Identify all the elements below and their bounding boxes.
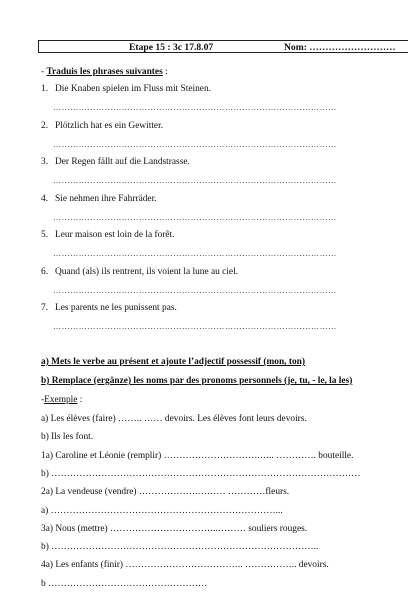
sentence-text: Leur maison est loin de la forêt. xyxy=(55,230,175,240)
answer-dotline[interactable]: ……………………………………………………………………………………… xyxy=(53,176,337,185)
heading-dash: - xyxy=(41,67,47,77)
answer-dotline[interactable]: ……………………………………………………………………………………… xyxy=(53,249,337,258)
exemple-label xyxy=(41,395,82,406)
heading-colon: : xyxy=(162,67,168,77)
exercise-line: 2a) La vendeuse (vendre) ……………….……… …………fleurs. xyxy=(41,487,290,498)
instruction-b-text: Remplace (ergänze) les noms par des pronoms personnels (je, tu, - le, la les) xyxy=(51,376,353,386)
instruction-a-text: Mets le verbe au présent et ajoute l’adjectif possessif (mon, ton) xyxy=(51,357,306,367)
exercise-line: a) ………………………………………………………………... xyxy=(41,505,283,516)
sentence-number: 3. xyxy=(41,157,49,167)
exercise-line: 3a) Nous (mettre) ……………………………..……… souliers rouges. xyxy=(41,523,308,534)
sentence-number: 7. xyxy=(41,303,49,313)
instruction-b xyxy=(41,376,352,387)
answer-dotline[interactable]: ……………………………………………………………………………………… xyxy=(53,103,337,112)
exercise-line: b …………………………………………… xyxy=(41,578,208,589)
sentence-item xyxy=(41,194,157,205)
exercise-line: b) ……………………………………………………………………………………… xyxy=(41,468,361,479)
exercise-line: b) Ils les font. xyxy=(41,432,94,443)
exemple-label-text: Exemple xyxy=(44,395,78,405)
sentence-text: Die Knaben spielen im Fluss mit Steinen. xyxy=(55,84,211,94)
sentence-text: Plötzlich hat es ein Gewitter. xyxy=(55,120,164,131)
sentence-item xyxy=(41,121,163,132)
header-box xyxy=(38,40,408,53)
answer-dotline[interactable]: ……………………………………………………………………………………… xyxy=(53,212,337,222)
sentence-item xyxy=(41,267,238,278)
sentence-number: 5. xyxy=(41,230,49,240)
sentence-text: Der Regen fällt auf die Landstrasse. xyxy=(55,157,190,167)
section1-heading-text: Traduis les phrases suivantes xyxy=(46,67,163,77)
sentence-item xyxy=(41,230,175,241)
instruction-a-prefix: a) xyxy=(41,357,52,367)
name-field-label: Nom: ……………………… xyxy=(284,41,396,53)
sentence-text: Quand (als) ils rentrent, ils voient la lune au ciel. xyxy=(55,266,239,277)
sentence-text: Sie nehmen ihre Fahrräder. xyxy=(55,193,157,204)
exemple-colon: : xyxy=(77,395,83,405)
answer-dotline[interactable]: ……………………………………………………………………………………… xyxy=(53,322,337,331)
instruction-b-prefix: b) xyxy=(41,376,52,386)
exercise-line: 1a) Caroline et Léonie (remplir) ………………………….….. …………. bouteille. xyxy=(41,450,354,461)
sentence-number: 6. xyxy=(41,266,49,277)
instruction-a xyxy=(41,357,305,368)
sentence-item xyxy=(41,303,177,314)
answer-dotline[interactable]: ……………………………………………………………………………………… xyxy=(53,285,337,295)
sentence-number: 2. xyxy=(41,120,49,131)
sentence-text: Les parents ne les punissent pas. xyxy=(55,303,177,313)
exemple-dash: - xyxy=(41,395,45,405)
worksheet-title: Etape 15 : 3c 17.8.07 xyxy=(129,41,214,53)
exercise-line: 4a) Les enfants (finir) ……………………………….. …………….. devoirs. xyxy=(41,560,329,571)
sentence-item xyxy=(41,84,211,95)
sentence-item xyxy=(41,157,190,168)
exercise-line: a) Les élèves (faire) …….. …… devoirs. Les élèves font leurs devoirs. xyxy=(41,414,307,424)
answer-dotline[interactable]: ……………………………………………………………………………………… xyxy=(53,139,337,149)
section1-heading xyxy=(41,67,168,78)
exercise-line: b) ………………………………………………………………………….. xyxy=(41,542,319,553)
sentence-number: 4. xyxy=(41,193,49,204)
sentence-number: 1. xyxy=(41,84,49,94)
